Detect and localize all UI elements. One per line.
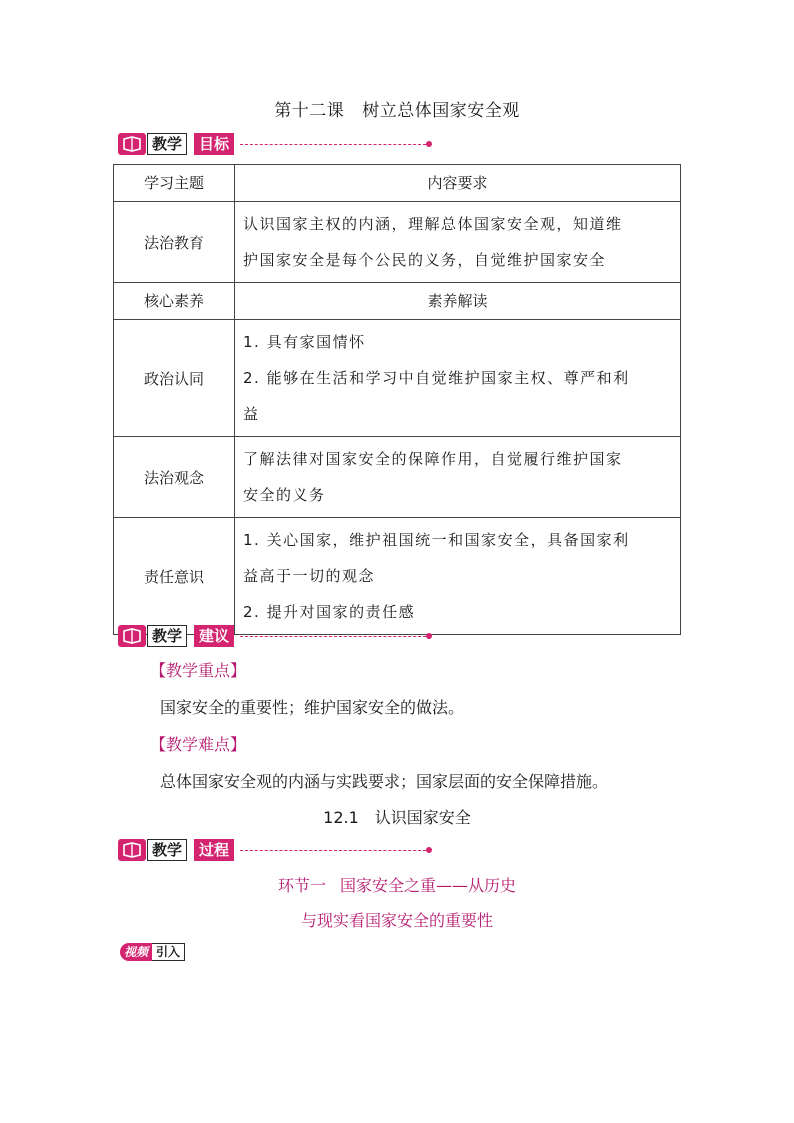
section-header-process	[118, 839, 434, 861]
video-tag-label: 视频	[120, 943, 152, 961]
table-row	[114, 202, 681, 283]
table-topic-cell: 法治教育	[114, 202, 235, 283]
content-line: 了解法律对国家安全的保障作用，自觉履行维护国家	[243, 450, 623, 468]
process-part-label: 环节一	[277, 876, 326, 895]
table-content-cell	[235, 202, 681, 283]
divider-dot	[426, 633, 432, 639]
process-part-title-line2: 与现实看国家安全的重要性	[300, 911, 493, 930]
table-topic-cell: 责任意识	[114, 518, 235, 635]
book-icon	[118, 625, 146, 647]
section-divider	[240, 636, 426, 637]
table-header-row	[114, 283, 681, 320]
content-line: 安全的义务	[243, 486, 326, 504]
table-topic-cell: 政治认同	[114, 320, 235, 437]
difficulties-label: 【教学难点】	[150, 735, 247, 754]
book-icon	[118, 839, 146, 861]
section-divider	[240, 850, 426, 851]
table-header-row	[114, 165, 681, 202]
section-label-main: 教学	[147, 133, 187, 155]
section-header-objectives	[118, 133, 434, 155]
lesson-title	[0, 96, 794, 121]
process-part-title-line1: 国家安全之重——从历史	[340, 876, 517, 895]
subsection-title	[0, 805, 794, 828]
table-row	[114, 437, 681, 518]
objectives-table	[113, 164, 681, 635]
lesson-name: 树立总体国家安全观	[362, 101, 520, 121]
table-row	[114, 518, 681, 635]
video-intro-tag	[120, 943, 185, 963]
lesson-number: 第十二课	[274, 101, 345, 121]
divider-dot	[426, 847, 432, 853]
content-line: 1. 具有家国情怀	[243, 333, 366, 351]
subsection-number: 12.1	[323, 808, 359, 827]
content-line: 护国家安全是每个公民的义务，自觉维护国家安全	[243, 251, 607, 269]
table-content-cell	[235, 320, 681, 437]
content-line: 1. 关心国家，维护祖国统一和国家安全，具备国家利	[243, 531, 630, 549]
table-content-cell	[235, 437, 681, 518]
table-header-cell: 核心素养	[114, 283, 235, 320]
intro-tag-label: 引入	[152, 943, 185, 961]
content-line: 2. 提升对国家的责任感	[243, 603, 416, 621]
key-points-text: 国家安全的重要性；维护国家安全的做法。	[160, 698, 465, 717]
section-label-accent: 过程	[194, 839, 234, 861]
table-row	[114, 320, 681, 437]
table-header-cell: 内容要求	[235, 165, 681, 202]
content-line: 认识国家主权的内涵，理解总体国家安全观，知道维	[243, 215, 623, 233]
content-line: 2. 能够在生活和学习中自觉维护国家主权、尊严和利	[243, 369, 630, 387]
table-topic-cell: 法治观念	[114, 437, 235, 518]
content-line: 益高于一切的观念	[243, 567, 376, 585]
section-label-accent: 目标	[194, 133, 234, 155]
book-icon	[118, 133, 146, 155]
section-label-main: 教学	[147, 839, 187, 861]
table-content-cell	[235, 518, 681, 635]
section-label-main: 教学	[147, 625, 187, 647]
key-points-label: 【教学重点】	[150, 661, 247, 680]
difficulties-text: 总体国家安全观的内涵与实践要求；国家层面的安全保障措施。	[160, 772, 609, 791]
section-header-suggestions	[118, 625, 434, 647]
process-part-title	[0, 873, 794, 896]
section-label-accent: 建议	[194, 625, 234, 647]
subsection-name: 认识国家安全	[374, 808, 471, 827]
content-line: 益	[243, 405, 260, 423]
section-divider	[240, 144, 426, 145]
divider-dot	[426, 141, 432, 147]
table-header-cell: 学习主题	[114, 165, 235, 202]
table-header-cell: 素养解读	[235, 283, 681, 320]
